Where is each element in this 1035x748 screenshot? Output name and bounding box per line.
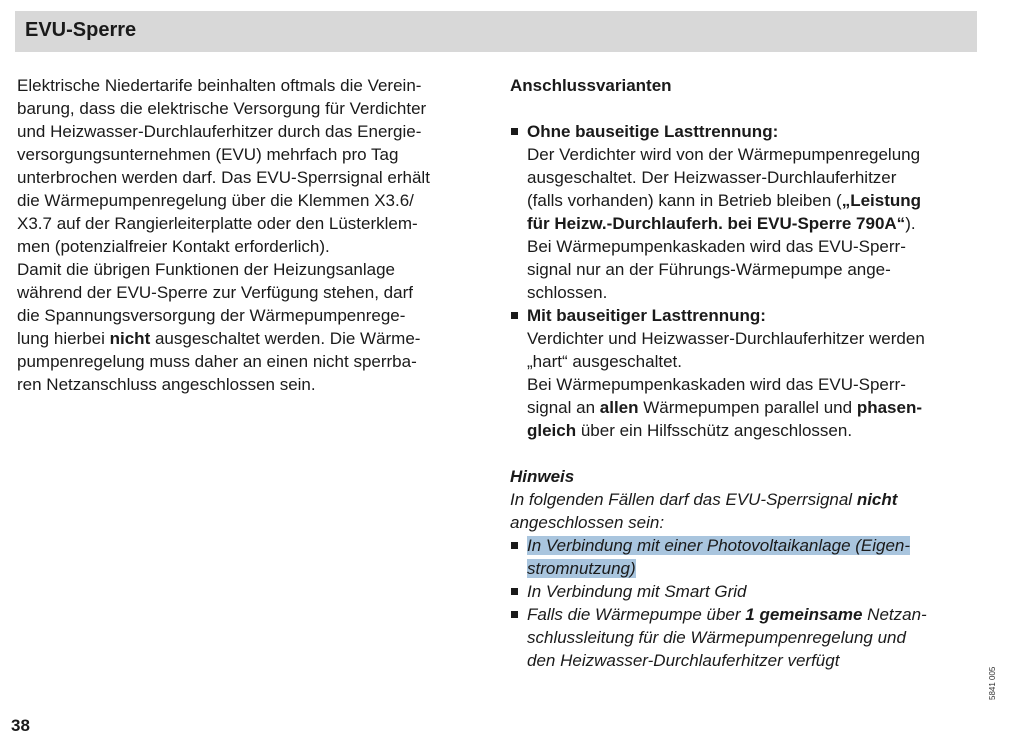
note-heading: Hinweis [510, 467, 575, 486]
note-list-item-smart-grid [510, 580, 980, 603]
body-line [527, 396, 980, 419]
note-intro-line [510, 488, 980, 511]
note-list-item-photovoltaic [510, 534, 980, 580]
body-line: schlussleitung für die Wärmepumpenregelung und [527, 628, 906, 647]
emphasis-text: 1 gemeinsame [745, 605, 863, 624]
body-line: men (potenzialfreier Kontakt erforderlich). [17, 237, 330, 256]
right-column-body [510, 74, 980, 672]
list-item-variant-with-load-separation [510, 304, 980, 442]
body-line: die Wärmepumpenregelung über die Klemmen X3.6/ [17, 191, 414, 210]
body-line [527, 189, 980, 212]
square-bullet-icon [511, 128, 518, 135]
body-line: versorgungsunternehmen (EVU) mehrfach pro Tag [17, 145, 399, 164]
body-line: und Heizwasser-Durchlauferhitzer durch das Energie- [17, 122, 422, 141]
spacer [510, 442, 980, 465]
emphasis-text: gleich [527, 421, 577, 440]
document-code: 5841 005 [988, 666, 997, 700]
body-line: während der EVU-Sperre zur Verfügung stehen, darf [17, 283, 413, 302]
variant-title: Ohne bauseitige Lasttrennung: [527, 122, 779, 141]
square-bullet-icon [511, 542, 518, 549]
section-title: EVU-Sperre [25, 19, 137, 41]
body-line: In Verbindung mit Smart Grid [527, 582, 747, 601]
text-run: Wärmepumpen parallel und [638, 398, 857, 417]
body-line: Elektrische Niedertarife beinhalten oftmals die Verein- [17, 76, 422, 95]
left-column-body [17, 74, 487, 396]
body-line: Bei Wärmepumpenkaskaden wird das EVU-Sperr- [527, 375, 906, 394]
body-line: unterbrochen werden darf. Das EVU-Sperrsignal erhält [17, 168, 430, 187]
body-line [527, 557, 980, 580]
body-line: X3.7 auf der Rangierleiterplatte oder den Lüsterklem- [17, 214, 418, 233]
body-line [527, 419, 980, 442]
body-line: signal nur an der Führungs-Wärmepumpe ange- [527, 260, 891, 279]
body-line: die Spannungsversorgung der Wärmepumpenrege- [17, 306, 406, 325]
body-line: schlossen. [527, 283, 608, 302]
body-line: den Heizwasser-Durchlauferhitzer verfügt [527, 651, 840, 670]
note-block [510, 465, 980, 672]
body-line: Der Verdichter wird von der Wärmepumpenregelung [527, 145, 921, 164]
page-number: 38 [11, 716, 30, 735]
list-item-variant-without-load-separation [510, 120, 980, 304]
body-line: pumpenregelung muss daher an einen nicht sperrba- [17, 352, 417, 371]
text-run: signal an [527, 398, 600, 417]
text-run: lung hierbei [17, 329, 110, 348]
body-line: ren Netzanschluss angeschlossen sein. [17, 375, 316, 394]
text-run: über ein Hilfsschütz angeschlossen. [576, 421, 853, 440]
selected-text[interactable]: In Verbindung mit einer Photovoltaikanlage (Eigen- [527, 536, 911, 555]
selected-text[interactable]: stromnutzung) [527, 559, 636, 578]
text-run: Falls die Wärmepumpe über [527, 605, 746, 624]
body-line: „hart“ ausgeschaltet. [527, 352, 682, 371]
emphasis-text: allen [599, 398, 639, 417]
body-line: barung, dass die elektrische Versorgung für Verdichter [17, 99, 427, 118]
section-header-bar [15, 11, 977, 52]
text-run: Netzan- [862, 605, 927, 624]
note-list-item-shared-connection [510, 603, 980, 672]
note-intro-line: angeschlossen sein: [510, 513, 665, 532]
variant-title: Mit bauseitiger Lasttrennung: [527, 306, 766, 325]
body-line: Damit die übrigen Funktionen der Heizungsanlage [17, 260, 396, 279]
square-bullet-icon [511, 588, 518, 595]
square-bullet-icon [511, 312, 518, 319]
emphasis-text: phasen- [856, 398, 922, 417]
body-line [527, 603, 980, 626]
text-run: ausgeschaltet werden. Die Wärme- [150, 329, 421, 348]
emphasis-text: nicht [856, 490, 898, 509]
body-line [527, 534, 980, 557]
text-run: ). [905, 214, 916, 233]
emphasis-text: nicht [109, 329, 151, 348]
emphasis-text: „Leistung [841, 191, 922, 210]
subsection-heading: Anschlussvarianten [510, 76, 672, 95]
text-run: In folgenden Fällen darf das EVU-Sperrsignal [510, 490, 857, 509]
body-line: Bei Wärmepumpenkaskaden wird das EVU-Sperr- [527, 237, 906, 256]
body-line [527, 212, 980, 235]
body-line: ausgeschaltet. Der Heizwasser-Durchlauferhitzer [527, 168, 897, 187]
emphasis-text: für Heizw.-Durchlauferh. bei EVU-Sperre 790A“ [527, 214, 906, 233]
text-run: (falls vorhanden) kann in Betrieb bleiben ( [527, 191, 842, 210]
square-bullet-icon [511, 611, 518, 618]
body-line: Verdichter und Heizwasser-Durchlauferhitzer werden [527, 329, 925, 348]
body-line [17, 327, 487, 350]
